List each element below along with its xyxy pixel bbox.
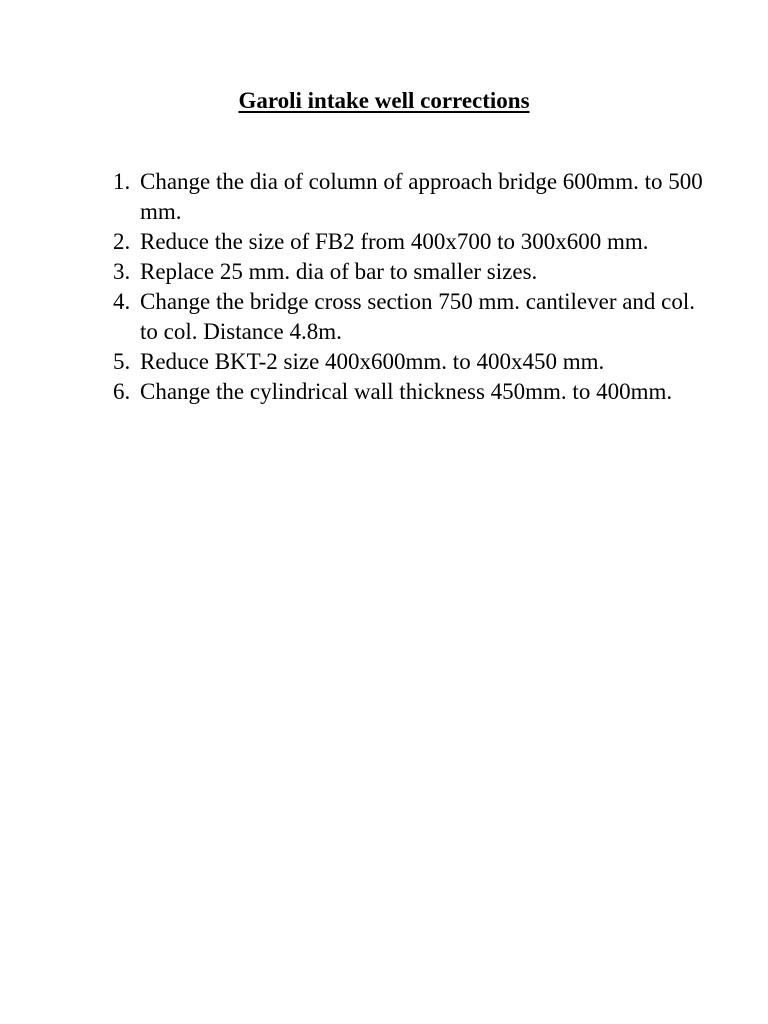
corrections-list xyxy=(113,167,713,407)
document-title-text: Garoli intake well corrections xyxy=(238,88,530,113)
list-item-text: Replace 25 mm. dia of bar to smaller sizes. xyxy=(140,259,538,284)
document-title xyxy=(0,86,768,116)
list-item-number: 2. xyxy=(113,229,131,254)
list-item-text: Reduce the size of FB2 from 400x700 to 300x600 mm. xyxy=(140,229,649,254)
list-item xyxy=(113,167,713,227)
list-item xyxy=(113,347,713,377)
list-item-number: 5. xyxy=(113,349,131,374)
list-item-text: Change the dia of column of approach bridge 600mm. to 500 mm. xyxy=(140,169,703,224)
list-item-number: 3. xyxy=(113,259,131,284)
list-item xyxy=(113,287,713,347)
list-item xyxy=(113,257,713,287)
list-item-number: 4. xyxy=(113,289,131,314)
list-item-number: 6. xyxy=(113,379,131,404)
list-item xyxy=(113,377,713,407)
list-item-text: Change the bridge cross section 750 mm. cantilever and col. to col. Distance 4.8m. xyxy=(140,289,696,344)
list-item xyxy=(113,227,713,257)
list-item-text: Change the cylindrical wall thickness 450mm. to 400mm. xyxy=(140,379,673,404)
list-item-number: 1. xyxy=(113,169,131,194)
list-item-text: Reduce BKT-2 size 400x600mm. to 400x450 mm. xyxy=(140,349,605,374)
